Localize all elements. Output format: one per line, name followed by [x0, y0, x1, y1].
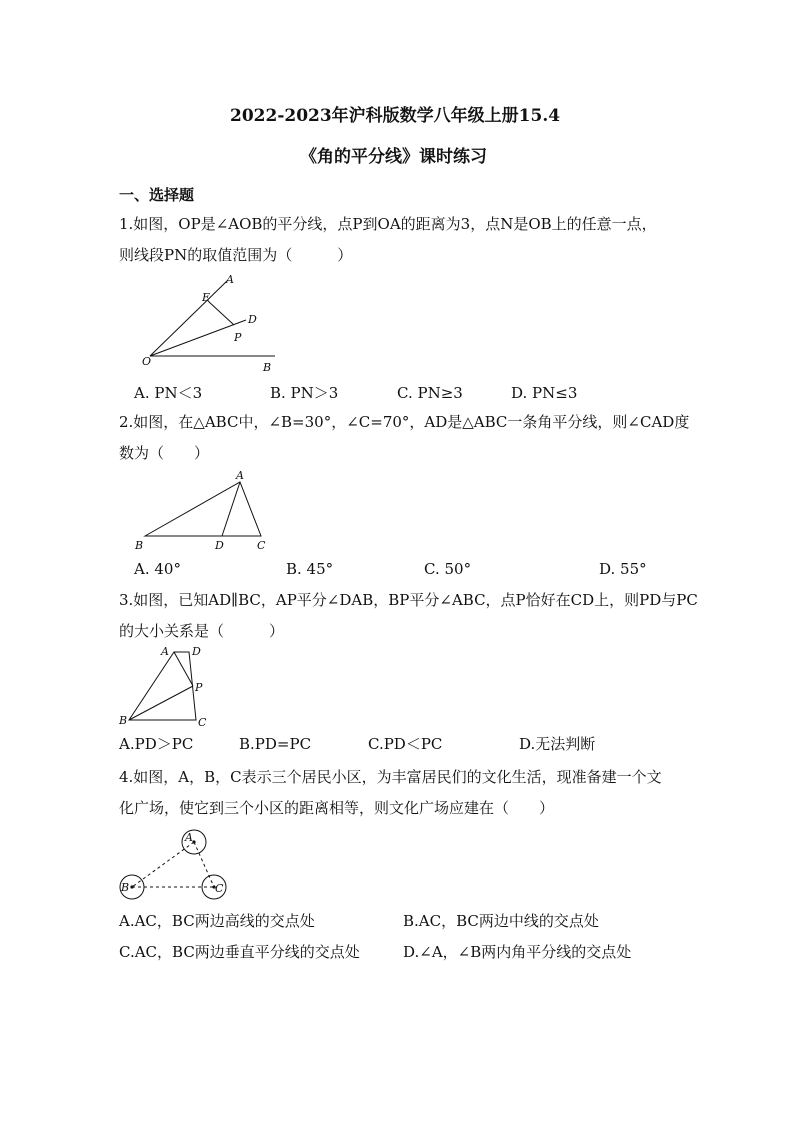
question-1-option-b: B. PN＞3: [270, 384, 339, 402]
label-d: D: [248, 313, 257, 326]
label-a: A: [161, 645, 169, 658]
label-c: C: [215, 882, 224, 895]
question-1-figure: [130, 268, 290, 376]
label-c: C: [198, 716, 207, 729]
question-4-option-b: B.AC，BC两边中线的交点处: [403, 912, 599, 930]
label-o: O: [142, 355, 152, 368]
question-1-option-c: C. PN≥3: [397, 384, 463, 402]
label-e: E: [202, 291, 211, 304]
label-b: B: [135, 539, 144, 552]
question-3-option-a: A.PD＞PC: [119, 735, 194, 753]
question-4-stem-line1: 4.如图，A，B，C表示三个居民小区，为丰富居民们的文化生活，现准备建一个文: [119, 768, 662, 786]
label-a: A: [236, 469, 244, 482]
question-3-option-d: D.无法判断: [519, 735, 596, 753]
question-2-option-a: A. 40°: [134, 560, 181, 578]
question-4-option-c: C.AC，BC两边垂直平分线的交点处: [119, 943, 360, 961]
question-3-figure: [115, 644, 215, 730]
segment-ap: [174, 652, 193, 686]
triangle-abc: [145, 482, 261, 536]
question-3-option-b: B.PD=PC: [239, 735, 312, 753]
label-a: A: [185, 831, 193, 844]
question-4-option-d: D.∠A，∠B两内角平分线的交点处: [403, 943, 632, 961]
trapezoid-abcd: [129, 652, 196, 720]
question-2-option-b: B. 45°: [286, 560, 334, 578]
label-b: B: [121, 881, 130, 894]
question-2-figure: [130, 468, 280, 554]
label-b: B: [119, 714, 128, 727]
ray-oa: [150, 280, 228, 356]
label-a: A: [226, 273, 234, 286]
question-2-option-d: D. 55°: [599, 560, 647, 578]
section-heading: 一、选择题: [119, 186, 195, 204]
point-b: [130, 885, 133, 888]
segment-bp: [129, 686, 193, 720]
question-4-figure: [115, 822, 245, 908]
label-p: P: [234, 331, 242, 344]
question-4-stem-line2: 化广场，使它到三个小区的距离相等，则文化广场应建在（ ）: [119, 799, 555, 817]
ray-od: [150, 320, 246, 356]
label-b: B: [263, 361, 272, 374]
question-2-option-c: C. 50°: [424, 560, 472, 578]
dashed-ab: [132, 842, 194, 887]
segment-ad: [222, 482, 240, 536]
page-title-line1: 2022-2023年沪科版数学八年级上册15.4: [230, 106, 561, 126]
question-4-option-a: A.AC，BC两边高线的交点处: [119, 912, 315, 930]
question-2-stem-line2: 数为（ ）: [119, 444, 210, 462]
label-d: D: [215, 539, 224, 552]
page-title-line2: 《角的平分线》课时练习: [300, 147, 487, 167]
label-p: P: [195, 681, 203, 694]
question-2-stem-line1: 2.如图，在△ABC中，∠B=30°，∠C=70°，AD是△ABC一条角平分线，则∠CAD度: [119, 413, 690, 431]
question-1-option-a: A. PN＜3: [134, 384, 203, 402]
question-1-stem-line1: 1.如图，OP是∠AOB的平分线，点P到OA的距离为3，点N是OB上的任意一点，: [119, 215, 657, 233]
question-1-stem-line2: 则线段PN的取值范围为（ ）: [119, 246, 353, 264]
label-c: C: [257, 539, 266, 552]
question-3-stem-line2: 的大小关系是（ ）: [119, 622, 285, 640]
question-1-option-d: D. PN≤3: [511, 384, 578, 402]
question-3-stem-line1: 3.如图，已知AD∥BC，AP平分∠DAB，BP平分∠ABC，点P恰好在CD上，则PD与PC: [119, 591, 698, 609]
label-d: D: [192, 645, 201, 658]
question-3-option-c: C.PD＜PC: [368, 735, 443, 753]
segment-pe: [208, 301, 234, 325]
